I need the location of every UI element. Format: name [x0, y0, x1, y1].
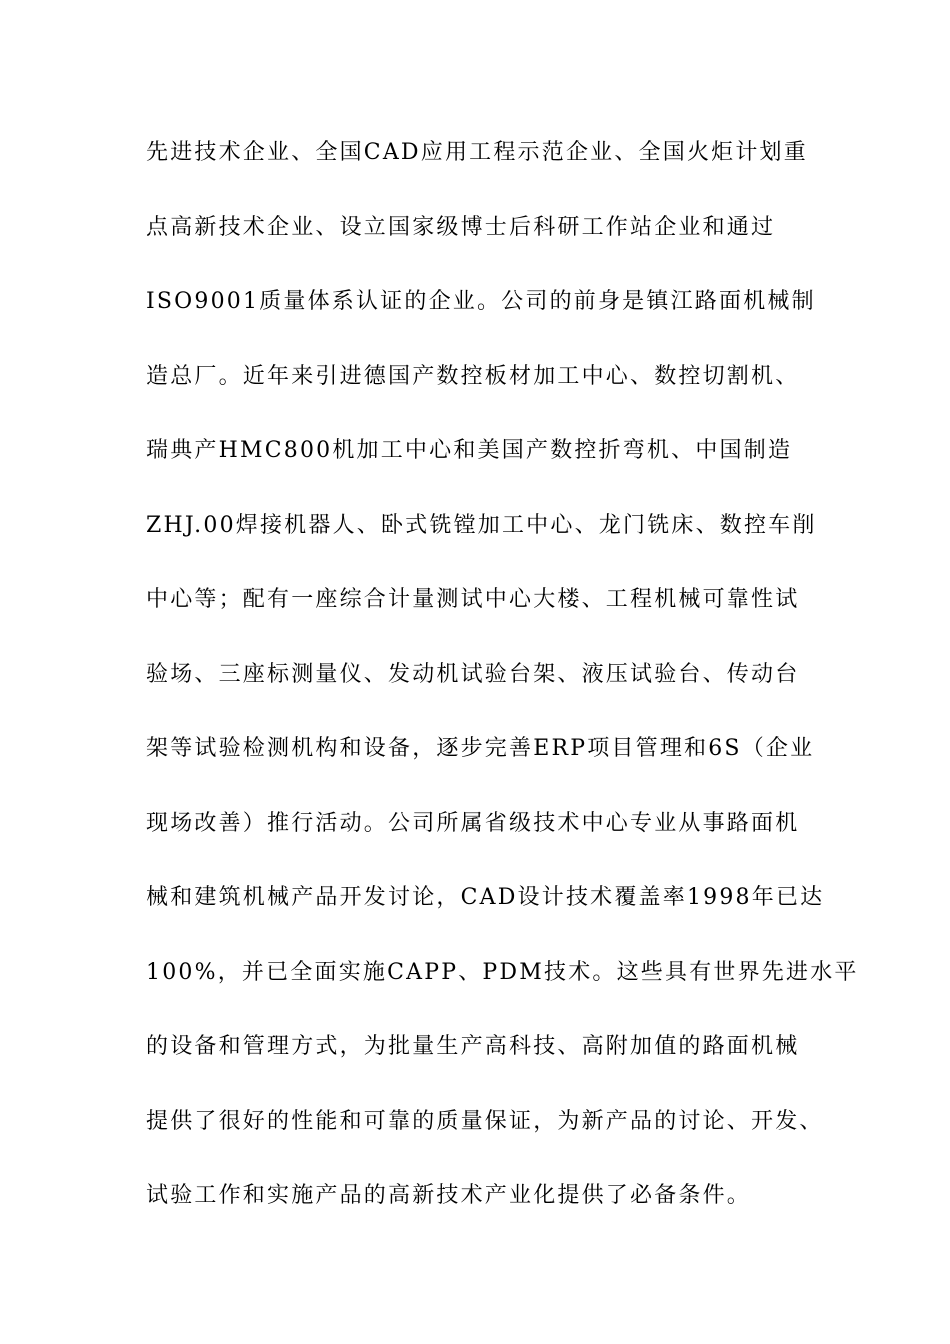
text-line: 先进技术企业、全国CAD应用工程示范企业、全国火炬计划重: [146, 140, 808, 165]
text-line: 中心等；配有一座综合计量测试中心大楼、工程机械可靠性试: [146, 587, 800, 612]
text-line: ZHJ.00焊接机器人、卧式铣镗加工中心、龙门铣床、数控车削: [146, 512, 817, 538]
text-line: 现场改善）推行活动。公司所属省级技术中心专业从事路面机: [146, 810, 800, 836]
body-paragraph: [146, 131, 859, 1249]
text-line: 瑞典产HMC800机加工中心和美国产数控折弯机、中国制造: [146, 438, 793, 463]
text-line: 点高新技术企业、设立国家级博士后科研工作站企业和通过: [146, 214, 776, 240]
text-line: 的设备和管理方式，为批量生产高科技、高附加值的路面机械: [146, 1034, 800, 1059]
text-line: ISO9001质量体系认证的企业。公司的前身是镇江路面机械制: [146, 289, 816, 314]
text-line: 械和建筑机械产品开发讨论，CAD设计技术覆盖率1998年已达: [146, 885, 825, 910]
text-line: 验场、三座标测量仪、发动机试验台架、液压试验台、传动台: [146, 661, 800, 687]
text-line: 造总厂。近年来引进德国产数控板材加工中心、数控切割机、: [146, 363, 800, 389]
text-line: 提供了很好的性能和可靠的质量保证，为新产品的讨论、开发、: [146, 1108, 824, 1134]
text-line: 试验工作和实施产品的高新技术产业化提供了必备条件。: [146, 1183, 752, 1208]
text-line: 架等试验检测机构和设备，逐步完善ERP项目管理和6S（企业: [146, 736, 815, 761]
text-line: 100%，并已全面实施CAPP、PDM技术。这些具有世界先进水平: [146, 959, 859, 985]
